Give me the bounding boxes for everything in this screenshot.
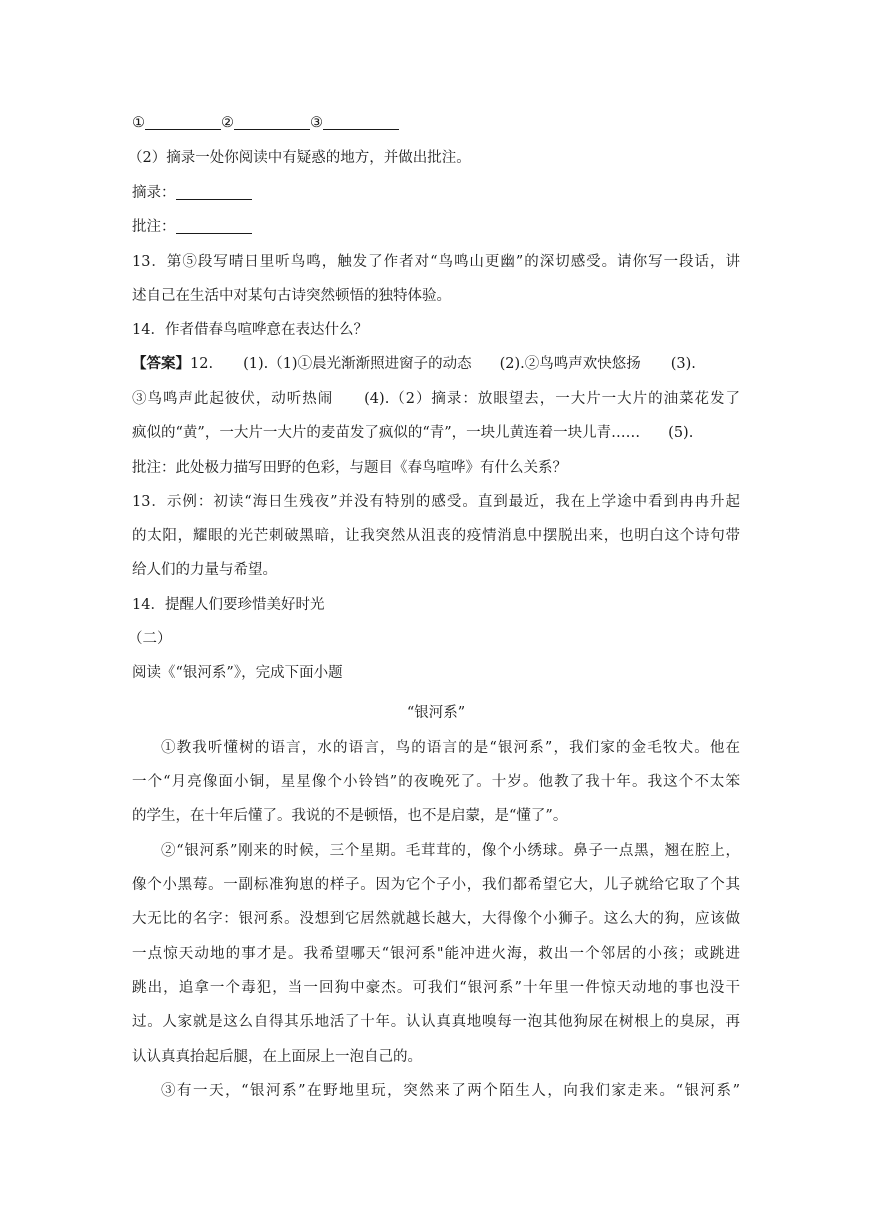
annotation-blank <box>176 219 252 234</box>
passage-p2-line-7: 认认真真抬起后腿，在上面尿上一泡自己的。 <box>132 1049 422 1065</box>
q13-line-1: 13．第⑤段写晴日里听鸟鸣，触发了作者对“鸟鸣山更幽”的深切感受。请你写一段话，讲 <box>132 254 740 270</box>
passage-title: “银河系” <box>406 705 466 721</box>
answer-12-3-label: (3). <box>670 356 696 372</box>
q12-part2: （2）摘录一处你阅读中有疑惑的地方，并做出批注。 <box>128 150 471 166</box>
answer-14: 14．提醒人们要珍惜美好时光 <box>132 597 325 613</box>
q13-line-2: 述自己在生活中对某句古诗突然顿悟的独特体验。 <box>132 288 451 304</box>
answer-line-2: ③鸟鸣声此起彼伏，动听热闹 (4).（2）摘录：放眼望去，一大片一大片的油菜花发了 <box>132 391 740 407</box>
excerpt-blank <box>176 185 252 200</box>
passage-p2-line-5: 跳出，追拿一个毒犯，当一回狗中豪杰。可我们“银河系”十年里一件惊天动地的事也没干 <box>132 980 740 996</box>
q12-blanks-row <box>132 113 752 133</box>
reading-prompt: 阅读《“银河系”》，完成下面小题 <box>132 665 343 681</box>
blank-marker-1: ① <box>132 115 145 131</box>
blank-marker-3: ③ <box>310 115 323 131</box>
answer-line-3 <box>132 423 740 443</box>
answer-12-label: 12. <box>190 356 214 372</box>
q14-question: 14．作者借春鸟喧哗意在表达什么？ <box>132 322 368 338</box>
answer-excerpt-text: 疯似的“黄”，一大片一大片的麦苗发了疯似的“青”，一块儿黄连着一块儿青…… <box>132 425 641 441</box>
annotation-label: 批注： <box>132 219 176 235</box>
answer-line-4: 批注：此处极力描写田野的色彩，与题目《春鸟喧哗》有什么关系？ <box>132 460 567 476</box>
excerpt-row <box>132 183 752 203</box>
answer-12-2: (2).②鸟鸣声欢快悠扬 <box>499 356 641 372</box>
passage-p3-line-1: ③有一天，“银河系”在野地里玩，突然来了两个陌生人，向我们家走来。“银河系” <box>161 1083 740 1099</box>
answer-blank-3 <box>323 115 399 130</box>
passage-p2-line-2: 像个小黑莓。一副标准狗崽的样子。因为它个子小，我们都希望它大，儿子就给它取了个其 <box>132 877 740 893</box>
section-two-heading: （二） <box>128 631 172 647</box>
annotation-row <box>132 217 752 237</box>
passage-p2-line-1: ②“银河系”刚来的时候，三个星期。毛茸茸的，像个小绣球。鼻子一点黑，翘在腔上， <box>161 843 740 859</box>
passage-p1-line-3: 的学生，在十年后懂了。我说的不是顿悟，也不是启蒙，是“懂了”。 <box>132 808 568 824</box>
answer-blank-1 <box>145 115 221 130</box>
passage-p1-line-2: 一个“月亮像面小铜，星星像个小铃铛”的夜晚死了。十岁。他教了我十年。我这个不太笨 <box>132 774 740 790</box>
answer-blank-2 <box>234 115 310 130</box>
answer-12-1: (1).（1)①晨光渐渐照进窗子的动态 <box>243 356 472 372</box>
answer-13-line-1: 13．示例：初读“海日生残夜”并没有特别的感受。直到最近，我在上学途中看到冉冉升起 <box>132 494 740 510</box>
passage-p2-line-4: 一点惊天动地的事才是。我希望哪天“银河系"能冲进火海，救出一个邻居的小孩；或跳进 <box>132 946 740 962</box>
answer-13-line-2: 的太阳，耀眼的光芒刺破黑暗，让我突然从沮丧的疫情消息中摆脱出来，也明白这个诗句带 <box>132 528 740 544</box>
answer-tag: 【答案】 <box>132 355 190 372</box>
excerpt-label: 摘录： <box>132 185 176 201</box>
passage-p2-line-6: 过。人家就是这么自得其乐地活了十年。认认真真地嗅每一泡其他狗尿在树根上的臭尿，再 <box>132 1014 740 1030</box>
answer-12-5-label: (5). <box>668 425 694 441</box>
answer-line-1 <box>132 354 740 374</box>
answer-13-line-3: 给人们的力量与希望。 <box>132 562 277 578</box>
passage-p2-line-3: 大无比的名字：银河系。没想到它居然就越长越大，大得像个小狮子。这么大的狗，应该做 <box>132 911 740 927</box>
passage-p1-line-1: ①教我听懂树的语言，水的语言，鸟的语言的是“银河系”，我们家的金毛牧犬。他在 <box>161 740 740 756</box>
blank-marker-2: ② <box>221 115 234 131</box>
